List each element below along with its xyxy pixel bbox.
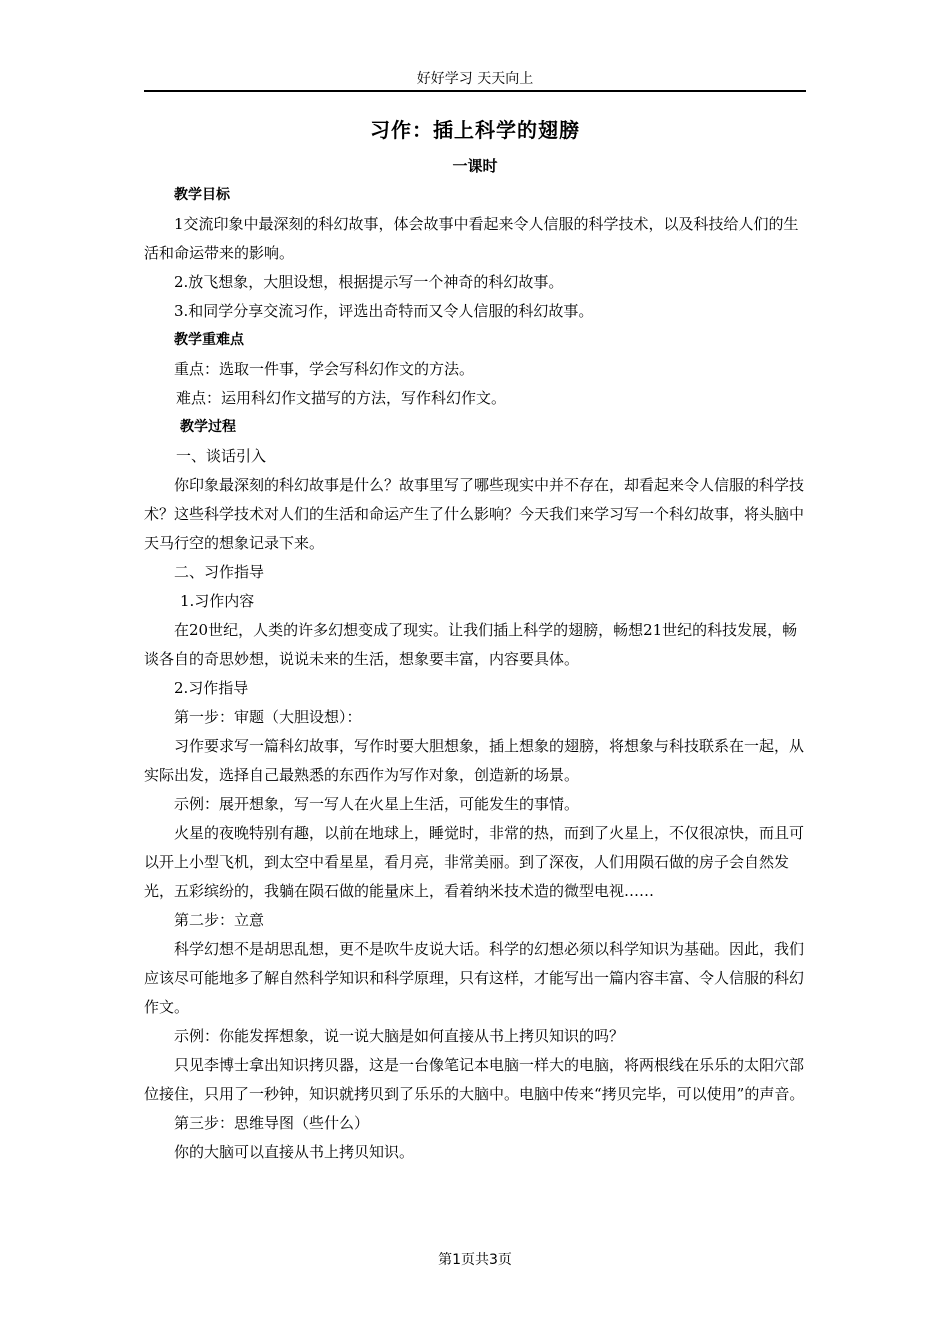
goals-heading: 教学目标 bbox=[174, 187, 230, 203]
goal-1: 1交流印象中最深刻的科幻故事，体会故事中看起来令人信服的科学技术，以及科技给人们的生活和命运带来的影响。 bbox=[144, 215, 799, 262]
step3-text: 你的大脑可以直接从书上拷贝知识。 bbox=[174, 1143, 415, 1161]
header-text: 好好学习 天天向上 bbox=[416, 71, 534, 87]
step1-heading: 第一步：审题（大胆设想）： bbox=[174, 708, 362, 726]
document-body bbox=[144, 181, 812, 1167]
key-point: 重点：选取一件事，学会写科幻作文的方法。 bbox=[174, 360, 475, 378]
content-text: 在20世纪，人类的许多幻想变成了现实。让我们插上科学的翅膀，畅想21世纪的科技发展，畅谈各自的奇思妙想，说说未来的生活，想象要丰富，内容要具体。 bbox=[144, 621, 798, 668]
example1-prompt: 示例：展开想象，写一写人在火星上生活，可能发生的事情。 bbox=[174, 795, 580, 813]
part1-text: 你印象最深刻的科幻故事是什么？故事里写了哪些现实中并不存在，却看起来令人信服的科学技术？这些科学技术对人们的生活和命运产生了什么影响？今天我们来学习写一个科幻故事，将头脑中天马行空的想象记录下来。 bbox=[144, 476, 805, 552]
process-heading: 教学过程 bbox=[180, 419, 236, 435]
step3-heading: 第三步：思维导图（些什么） bbox=[174, 1114, 370, 1132]
part1-heading: 一、谈话引入 bbox=[176, 447, 267, 465]
page-number: 第1页共3页 bbox=[438, 1252, 512, 1268]
example1-text: 火星的夜晚特别有趣，以前在地球上，睡觉时，非常的热，而到了火星上，不仅很凉快，而且可以开上小型飞机，到太空中看星星，看月亮，非常美丽。到了深夜，人们用陨石做的房子会自然发光，五彩缤纷的，我躺在陨石做的能量床上，看着纳米技术造的微型电视…… bbox=[144, 824, 805, 900]
example2-prompt: 示例：你能发挥想象，说一说大脑是如何直接从书上拷贝知识的吗？ bbox=[174, 1027, 625, 1045]
part2-heading: 二、习作指导 bbox=[174, 563, 265, 581]
goal-2: 2.放飞想象，大胆设想，根据提示写一个神奇的科幻故事。 bbox=[174, 273, 564, 291]
page-title: 习作：插上科学的翅膀 bbox=[370, 118, 580, 142]
page-header bbox=[144, 70, 806, 92]
goal-3: 3.和同学分享交流习作，评选出奇特而又令人信服的科幻故事。 bbox=[174, 302, 594, 320]
step2-text: 科学幻想不是胡思乱想，更不是吹牛皮说大话。科学的幻想必须以科学知识为基础。因此，我们应该尽可能地多了解自然科学知识和科学原理，只有这样，才能写出一篇内容丰富、令人信服的科幻作文。 bbox=[144, 940, 805, 1016]
key-heading: 教学重难点 bbox=[174, 332, 244, 348]
guide-heading: 2.习作指导 bbox=[174, 679, 249, 697]
step1-text: 习作要求写一篇科幻故事，写作时要大胆想象，插上想象的翅膀，将想象与科技联系在一起，从实际出发，选择自己最熟悉的东西作为写作对象，创造新的场景。 bbox=[144, 737, 805, 784]
content-heading: 1.习作内容 bbox=[180, 592, 255, 610]
difficult-point: 难点：运用科幻作文描写的方法，写作科幻作文。 bbox=[176, 389, 507, 407]
page-subtitle: 一课时 bbox=[452, 157, 498, 175]
page-footer bbox=[144, 1250, 806, 1270]
example2-text: 只见李博士拿出知识拷贝器，这是一台像笔记本电脑一样大的电脑，将两根线在乐乐的太阳穴部位接住，只用了一秒钟，知识就拷贝到了乐乐的大脑中。电脑中传来“拷贝完毕，可以使用”的声音。 bbox=[144, 1056, 805, 1103]
step2-heading: 第二步：立意 bbox=[174, 911, 265, 929]
